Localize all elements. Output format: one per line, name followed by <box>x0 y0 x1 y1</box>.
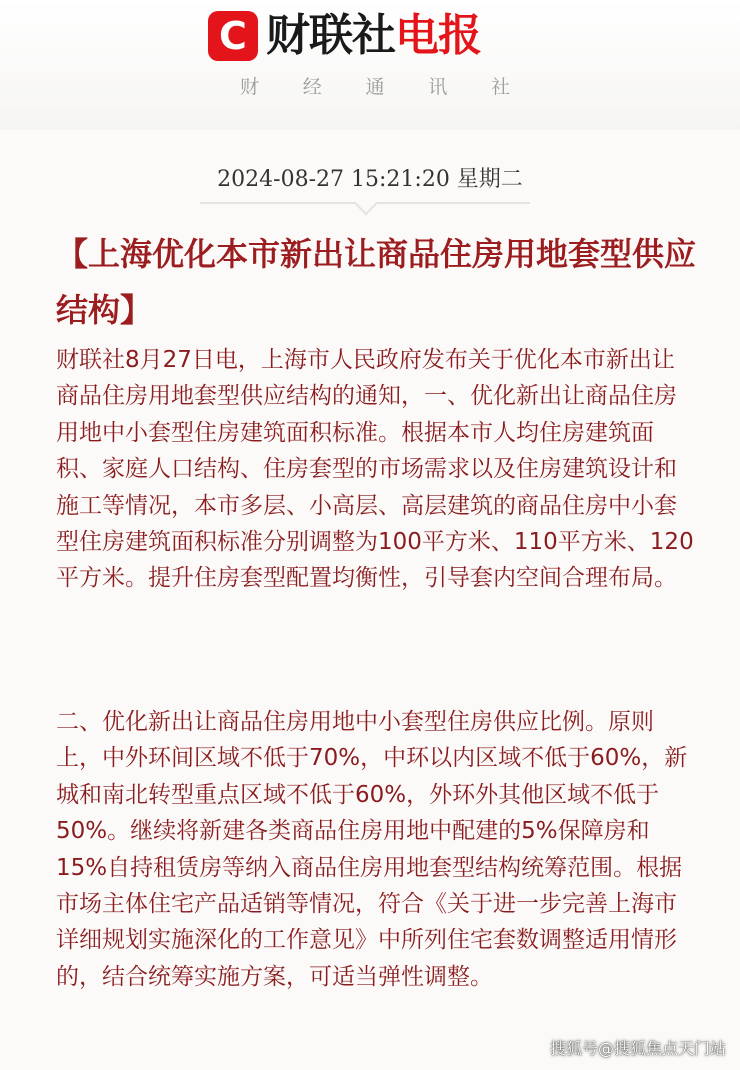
source-watermark: 搜狐号@搜狐焦点天门站 <box>549 1039 726 1058</box>
article-datetime: 2024-08-27 15:21:20 星期二 <box>217 167 523 192</box>
subtitle-char: 经 <box>302 76 322 98</box>
logo-text-black: 财联社 <box>266 10 395 61</box>
article-title: 【上海优化本市新出让商品住房用地套型供应结构】 <box>56 235 697 329</box>
brand-logo <box>208 6 481 66</box>
logo-wordmark <box>266 6 481 66</box>
article-paragraph: 二、优化新出让商品住房用地中小套型住房供应比例。原则上，中外环间区域不低于70%，中环以内区域不低于60%，新城和南北转型重点区域不低于60%，外环外其他区域不低于50%。继续将新建各类商品住房用地中配建的5%保障房和15%自持租赁房等纳入商品住房用地套型结构统筹范围。根据市场主体住宅产品适销等情况，符合《关于进一步完善上海市详细规划实施深化的工作意见》中所列住宅套数调整适用情形的，结合统筹实施方案，可适当弹性调整。 <box>56 709 688 990</box>
subtitle-char: 财 <box>240 76 260 98</box>
subtitle-char: 社 <box>490 76 510 98</box>
brand-subtitle <box>240 72 510 102</box>
subtitle-char: 通 <box>365 76 385 98</box>
article-paragraph: 财联社8月27日电，上海市人民政府发布关于优化本市新出让商品住房用地套型供应结构的通知，一、优化新出让商品住房用地中小套型住房建筑面积标准。根据本市人均住房建筑面积、家庭人口结构、住房套型的市场需求以及住房建筑设计和施工等情况，本市多层、小高层、高层建筑的商品住房中小套型住房建筑面积标准分别调整为100平方米、110平方米、120平方米。提升住房套型配置均衡性，引导套内空间合理布局。 <box>56 347 694 592</box>
logo-text-red: 电报 <box>395 10 481 61</box>
logo-c-icon: C <box>208 11 258 61</box>
subtitle-char: 讯 <box>428 76 448 98</box>
app-header <box>0 0 740 130</box>
